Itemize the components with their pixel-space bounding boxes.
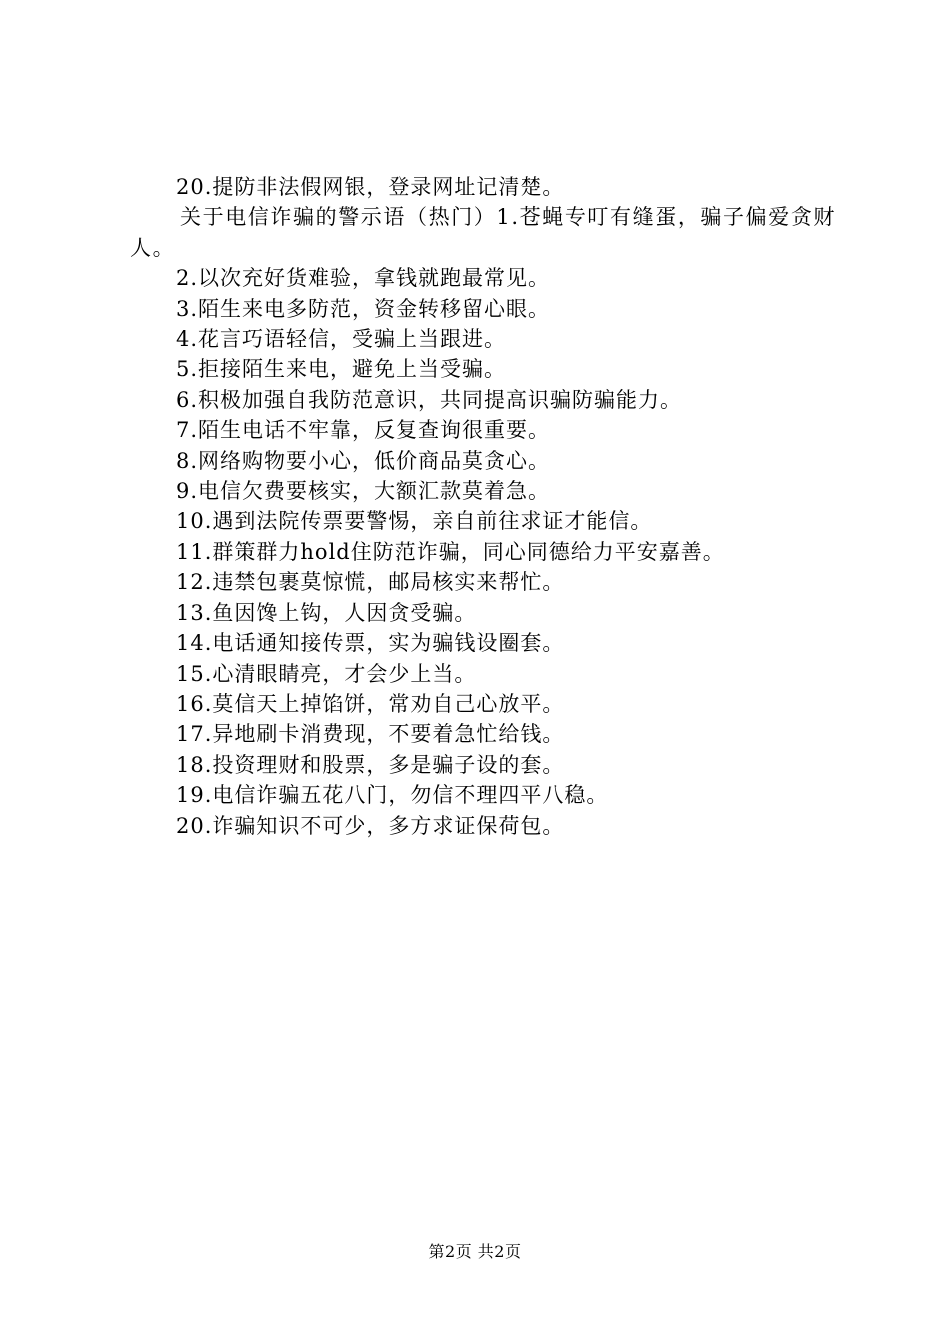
list-item: 18.投资理财和股票，多是骗子设的套。: [176, 752, 565, 777]
list-item: 14.电话通知接传票，实为骗钱设圈套。: [176, 631, 565, 656]
page-number-footer: 第2页 共2页: [428, 1242, 522, 1261]
list-item: 15.心清眼睛亮，才会少上当。: [176, 661, 477, 686]
list-item: 4.花言巧语轻信，受骗上当跟进。: [176, 327, 507, 352]
list-item: 6.积极加强自我防范意识，共同提高识骗防骗能力。: [176, 387, 683, 412]
list-item: 9.电信欠费要核实，大额汇款莫着急。: [176, 479, 551, 504]
list-item: 12.违禁包裹莫惊慌，邮局核实来帮忙。: [176, 570, 565, 595]
list-item: 3.陌生来电多防范，资金转移留心眼。: [176, 296, 551, 321]
list-item: 17.异地刷卡消费现，不要着急忙给钱。: [176, 722, 565, 747]
list-item: 19.电信诈骗五花八门，勿信不理四平八稳。: [176, 783, 609, 808]
list-item: 13.鱼因馋上钩，人因贪受骗。: [176, 600, 477, 625]
list-item: 10.遇到法院传票要警惕，亲自前往求证才能信。: [176, 509, 653, 534]
list-item: 2.以次充好货难验，拿钱就跑最常见。: [176, 266, 551, 291]
list-item: 5.拒接陌生来电，避免上当受骗。: [176, 357, 507, 382]
list-item: 20.提防非法假网银，登录网址记清楚。: [176, 175, 565, 199]
list-item: 11.群策群力hold住防范诈骗，同心同德给力平安嘉善。: [176, 539, 725, 564]
list-item: 8.网络购物要小心，低价商品莫贪心。: [176, 448, 551, 473]
list-item: 7.陌生电话不牢靠，反复查询很重要。: [176, 418, 551, 443]
section-paragraph: 关于电信诈骗的警示语（热门）1.苍蝇专叮有缝蛋，骗子偏爱贪财人。: [130, 205, 837, 260]
document-body: [130, 172, 840, 841]
list-item: 16.莫信天上掉馅饼，常劝自己心放平。: [176, 691, 565, 716]
list-item: 20.诈骗知识不可少，多方求证保荷包。: [176, 813, 565, 838]
